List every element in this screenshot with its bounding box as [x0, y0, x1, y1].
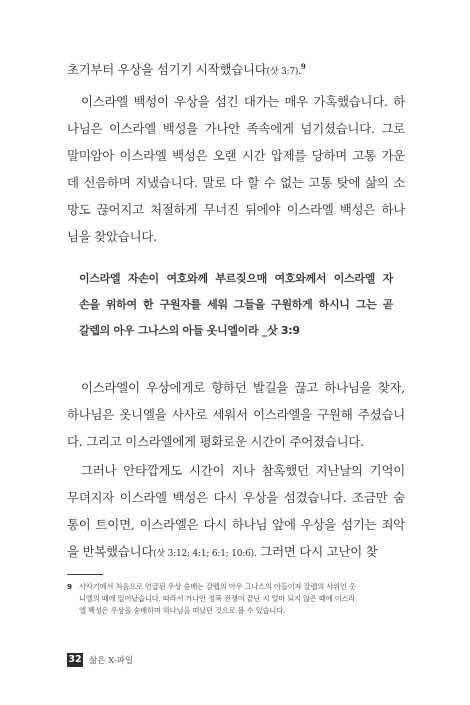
- running-title: 삶은 X-파일: [89, 656, 134, 666]
- scripture-quote-line: 갈렙의 아우 그나스의 아들 옷니엘이라 _삿 3:9: [79, 324, 300, 337]
- body-text: 초기부터 우상을 섬기기 시작했습니다: [67, 62, 267, 77]
- body-line: 이스라엘 백성이 우상을 섬긴 대가는 매우 가혹했습니다. 하: [81, 94, 405, 109]
- body-line: 다. 그리고 이스라엘에게 평화로운 시간이 주어졌습니다.: [67, 434, 364, 449]
- body-line: 님을 찾았습니다.: [67, 229, 157, 244]
- footnote-line: 사사기에서 처음으로 언급된 우상 숭배는 갈렙의 아우 그나스의 아들이자 갈렙의 사위인 옷: [79, 582, 356, 591]
- body-text: 을 반복했습니다: [67, 544, 154, 559]
- body-line: 통이 트이면, 이스라엘은 다시 하나님 앞에 우상을 섬기는 죄악: [67, 517, 405, 532]
- scripture-reference: (삿 3:12; 4:1; 6:1; 10:6).: [153, 549, 257, 559]
- footnote-line: 니엘의 때에 일어났습니다. 따라서 가나안 정복 전쟁이 끝난 지 얼마 되지 않은 때에 이스라: [79, 594, 356, 603]
- scripture-quote-line: 손을 위하여 한 구원자를 세워 그들을 구원하게 하시니 그는 곧: [79, 298, 393, 311]
- body-line: 데 신음하며 지냈습니다. 말로 다 할 수 없는 고통 탓에 삶의 소: [67, 175, 405, 190]
- footnote-line: 엘 백성은 우상을 숭배하며 하나님을 떠났던 것으로 볼 수 있습니다.: [79, 606, 286, 615]
- body-text: 그러면 다시 고난이 찾: [256, 544, 378, 559]
- page-number: 32: [68, 654, 82, 665]
- body-line: 이스라엘이 우상에게로 향하던 발길을 끊고 하나님을 찾자,: [81, 380, 405, 395]
- body-line: 하나님은 옷니엘을 사사로 세워서 이스라엘을 구원해 주셨습니: [67, 407, 405, 422]
- footnote-number: 9: [67, 582, 73, 591]
- scripture-reference: (삿 3:7).: [266, 67, 301, 77]
- body-line: 무뎌지자 이스라엘 백성은 다시 우상을 섬겼습니다. 조금만 숨: [67, 490, 405, 505]
- body-line: 망도 끊어지고 처절하게 무너진 뒤에야 이스라엘 백성은 하나: [67, 202, 405, 217]
- body-line: [67, 60, 306, 78]
- footnote-divider: [67, 574, 103, 575]
- body-line: 말미암아 이스라엘 백성은 오랜 시간 압제를 당하며 고통 가운: [67, 148, 405, 163]
- footnote-marker: 9: [300, 62, 306, 71]
- body-line: 나님은 이스라엘 백성을 가나안 족속에게 넘기셨습니다. 그로: [67, 121, 405, 136]
- body-line: 그러나 안타깝게도 시간이 지나 참혹했던 지난날의 기억이: [81, 463, 405, 478]
- body-line: [67, 542, 378, 560]
- scripture-quote-line: 이스라엘 자손이 여호와께 부르짖으매 여호와께서 이스라엘 자: [79, 272, 393, 285]
